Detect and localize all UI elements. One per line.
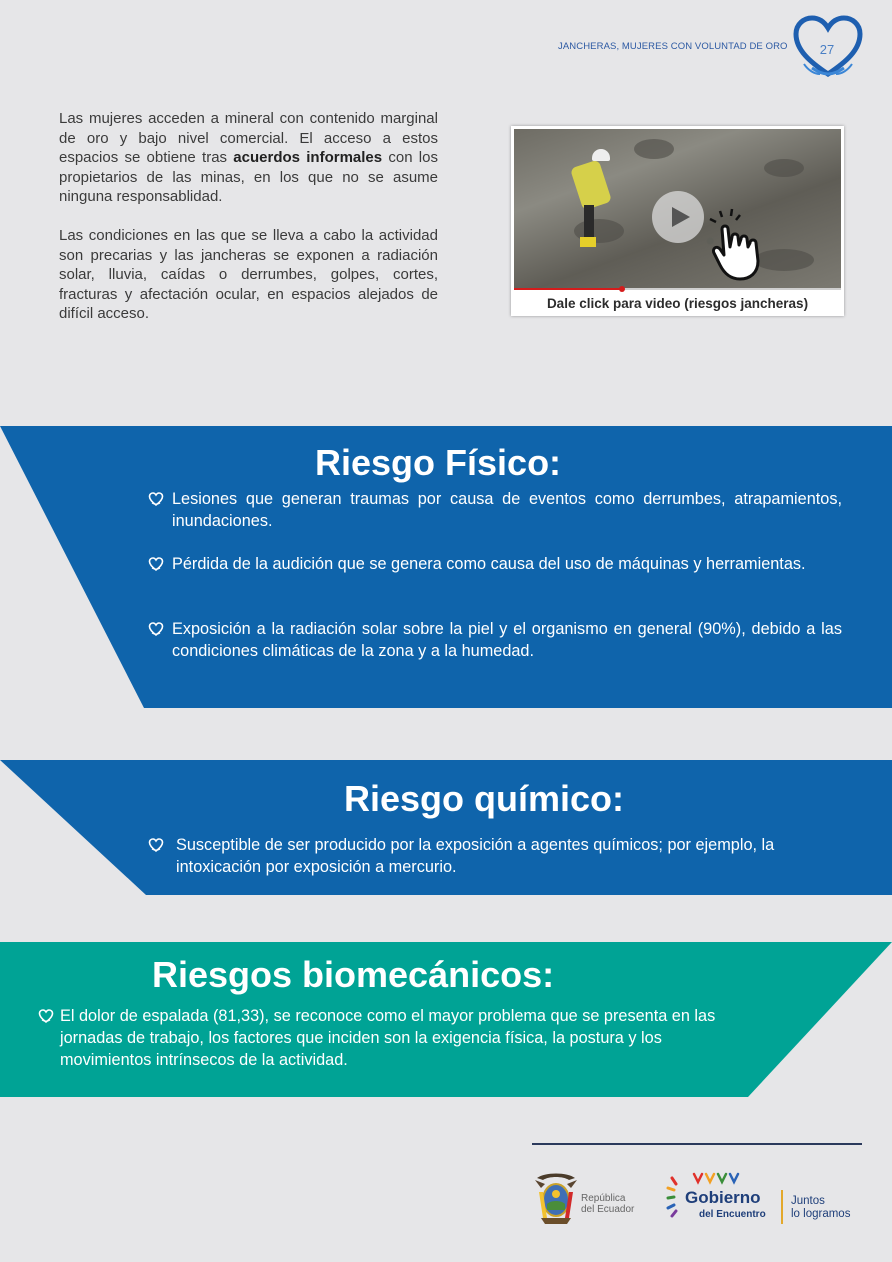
heart-bullet-icon xyxy=(148,556,164,572)
juntos-line-1: Juntos xyxy=(791,1195,825,1207)
gobierno-label: Gobierno xyxy=(685,1188,761,1207)
riesgos-biomecanicos-title: Riesgos biomecánicos: xyxy=(152,954,555,995)
video-progress-bar[interactable] xyxy=(514,288,841,290)
list-item xyxy=(148,488,842,532)
intro-p1-text-end: con los propietarios de las minas, en los que no se asume ninguna responsablidad. xyxy=(59,149,438,206)
gobierno-del-encuentro-logo-icon xyxy=(666,1172,686,1224)
intro-text xyxy=(59,109,438,343)
play-icon[interactable] xyxy=(652,191,704,243)
riesgo-quimico-title: Riesgo químico: xyxy=(344,778,625,819)
republica-line-2: del Ecuador xyxy=(581,1204,635,1215)
video-frame[interactable] xyxy=(514,129,841,289)
list-item xyxy=(148,834,808,878)
list-item-text: Exposición a la radiación solar sobre la piel y el organismo en general (90%), debido a las condiciones climáticas de la zona y a la humedad. xyxy=(172,620,842,660)
intro-p1-bold: acuerdos informales xyxy=(233,149,383,167)
republica-line-1: República xyxy=(581,1193,626,1204)
republica-del-ecuador-label xyxy=(581,1193,634,1215)
page-number: 27 xyxy=(819,42,835,57)
header-title: JANCHERAS, MUJERES CON VOLUNTAD DE ORO xyxy=(558,41,788,52)
list-item xyxy=(38,1005,738,1071)
list-item-text: Lesiones que generan traumas por causa de eventos como derrumbes, atrapamientos, inundaciones. xyxy=(172,490,842,530)
list-item xyxy=(148,553,842,575)
intro-paragraph-1 xyxy=(59,109,438,207)
intro-paragraph-2: Las condiciones en las que se lleva a cabo la actividad son precarias y las jancheras se exponen a radiación solar, lluvia, caídas o derrumbes, golpes, cortes, fracturas y afectación ocular, en espacios alejados de difícil acceso. xyxy=(59,226,438,323)
list-item xyxy=(148,618,842,662)
ecuador-coat-of-arms-icon xyxy=(531,1170,581,1226)
footer-separator xyxy=(781,1190,783,1224)
heart-bullet-icon xyxy=(148,837,164,853)
video-progress-fill xyxy=(514,288,622,290)
juntos-lo-logramos-label xyxy=(791,1195,850,1221)
riesgo-fisico-title: Riesgo Físico: xyxy=(315,442,562,483)
heart-bullet-icon xyxy=(38,1008,54,1024)
list-item-text: El dolor de espalada (81,33), se reconoce como el mayor problema que se presenta en las jornadas de trabajo, los factores que inciden son la exigencia física, la postura y los movimientos intrínsecos de la actividad. xyxy=(60,1007,716,1069)
heart-bullet-icon xyxy=(148,491,164,507)
list-item-text: Susceptible de ser producido por la exposición a agentes químicos; por ejemplo, la intoxicación por exposición a mercurio. xyxy=(176,836,775,876)
footer-divider xyxy=(532,1143,862,1145)
intro-p1-text: Las mujeres acceden a mineral con contenido marginal de oro y bajo nivel comercial. El acceso a estos espacios se obtiene tras xyxy=(59,110,438,167)
video-thumbnail-card[interactable] xyxy=(511,126,844,316)
list-item-text: Pérdida de la audición que se genera como causa del uso de máquinas y herramientas. xyxy=(172,555,806,573)
video-caption[interactable]: Dale click para video (riesgos jancheras) xyxy=(546,296,809,311)
video-progress-handle[interactable] xyxy=(619,286,625,292)
color-chevrons-icon xyxy=(690,1170,760,1186)
worker-figure xyxy=(554,149,614,249)
juntos-line-2: lo logramos xyxy=(791,1208,851,1220)
heart-bullet-icon xyxy=(148,621,164,637)
del-encuentro-label: del Encuentro xyxy=(699,1209,766,1220)
pointing-hand-icon xyxy=(706,207,766,283)
